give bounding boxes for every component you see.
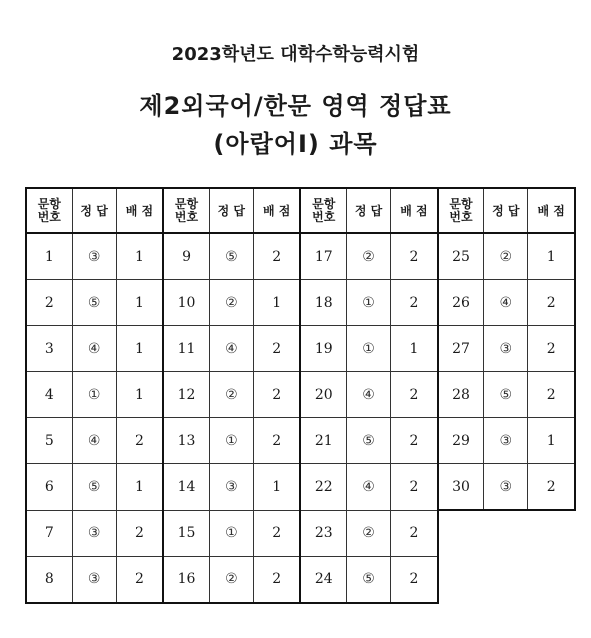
answer-value: ①	[72, 372, 116, 418]
points-value: 2	[253, 233, 300, 280]
question-number: 17	[300, 233, 346, 280]
header-points: 배 점	[116, 188, 163, 233]
points-value: 1	[116, 280, 163, 326]
question-number: 19	[300, 326, 346, 372]
table-row	[26, 464, 575, 511]
header-question-no: 문항 번호	[438, 188, 484, 233]
answer-value: ①	[209, 510, 253, 556]
answer-value: ④	[72, 418, 116, 464]
exam-title: 2023학년도 대학수학능력시험	[171, 44, 420, 65]
points-value: 2	[528, 464, 575, 511]
question-number: 18	[300, 280, 346, 326]
header-question-no: 문항 번호	[300, 188, 346, 233]
header-row	[26, 188, 575, 233]
points-value: 1	[116, 464, 163, 511]
question-number: 16	[163, 556, 209, 603]
question-number: 2	[26, 280, 72, 326]
points-value: 2	[391, 233, 438, 280]
question-number: 20	[300, 372, 346, 418]
empty-cell	[484, 556, 528, 603]
answer-value: ②	[347, 233, 391, 280]
question-number: 5	[26, 418, 72, 464]
section-title: 제2외국어/한문 영역 정답표	[139, 92, 452, 120]
table-row	[26, 326, 575, 372]
empty-cell	[484, 510, 528, 556]
points-value: 2	[391, 556, 438, 603]
points-value: 1	[253, 280, 300, 326]
answer-value: ②	[209, 556, 253, 603]
table-row	[26, 280, 575, 326]
points-value: 2	[528, 280, 575, 326]
points-value: 1	[253, 464, 300, 511]
question-number: 12	[163, 372, 209, 418]
answer-value: ②	[484, 233, 528, 280]
table-row	[26, 233, 575, 280]
question-number: 11	[163, 326, 209, 372]
points-value: 1	[116, 372, 163, 418]
points-value: 1	[116, 326, 163, 372]
answer-value: ③	[209, 464, 253, 511]
header-answer: 정 답	[209, 188, 253, 233]
question-number: 9	[163, 233, 209, 280]
points-value: 1	[528, 418, 575, 464]
answer-value: ④	[72, 326, 116, 372]
points-value: 2	[528, 326, 575, 372]
question-number: 26	[438, 280, 484, 326]
header-question-no: 문항 번호	[26, 188, 72, 233]
question-number: 3	[26, 326, 72, 372]
points-value: 2	[253, 556, 300, 603]
question-number: 15	[163, 510, 209, 556]
answer-value: ④	[484, 280, 528, 326]
answer-value: ③	[72, 556, 116, 603]
answer-value: ④	[347, 372, 391, 418]
question-number: 8	[26, 556, 72, 603]
empty-cell	[438, 556, 484, 603]
points-value: 2	[116, 510, 163, 556]
answer-value: ②	[347, 510, 391, 556]
points-value: 2	[116, 556, 163, 603]
empty-cell	[438, 510, 484, 556]
answer-key-table	[25, 187, 576, 604]
header-question-no: 문항 번호	[163, 188, 209, 233]
header-points: 배 점	[253, 188, 300, 233]
points-value: 1	[528, 233, 575, 280]
question-number: 29	[438, 418, 484, 464]
question-number: 10	[163, 280, 209, 326]
points-value: 2	[528, 372, 575, 418]
answer-value: ③	[484, 418, 528, 464]
question-number: 13	[163, 418, 209, 464]
question-number: 4	[26, 372, 72, 418]
empty-cell	[528, 510, 575, 556]
points-value: 2	[391, 372, 438, 418]
answer-value: ④	[347, 464, 391, 511]
question-number: 21	[300, 418, 346, 464]
question-number: 14	[163, 464, 209, 511]
header-answer: 정 답	[484, 188, 528, 233]
header-points: 배 점	[391, 188, 438, 233]
points-value: 2	[253, 372, 300, 418]
answer-value: ④	[209, 326, 253, 372]
points-value: 2	[253, 418, 300, 464]
answer-value: ②	[209, 372, 253, 418]
answer-value: ⑤	[72, 280, 116, 326]
question-number: 7	[26, 510, 72, 556]
answer-value: ②	[209, 280, 253, 326]
points-value: 2	[391, 418, 438, 464]
points-value: 2	[116, 418, 163, 464]
table-row	[26, 556, 575, 603]
points-value: 2	[391, 464, 438, 511]
question-number: 24	[300, 556, 346, 603]
answer-value: ⑤	[209, 233, 253, 280]
question-number: 6	[26, 464, 72, 511]
header-points: 배 점	[528, 188, 575, 233]
points-value: 1	[116, 233, 163, 280]
table-row	[26, 372, 575, 418]
answer-value: ⑤	[72, 464, 116, 511]
question-number: 22	[300, 464, 346, 511]
header-answer: 정 답	[347, 188, 391, 233]
empty-cell	[528, 556, 575, 603]
question-number: 1	[26, 233, 72, 280]
answer-value: ①	[347, 326, 391, 372]
answer-value: ⑤	[484, 372, 528, 418]
question-number: 25	[438, 233, 484, 280]
answer-value: ⑤	[347, 556, 391, 603]
points-value: 2	[391, 280, 438, 326]
points-value: 2	[253, 510, 300, 556]
table-row	[26, 418, 575, 464]
answer-value: ①	[347, 280, 391, 326]
answer-value: ③	[484, 326, 528, 372]
answer-value: ⑤	[347, 418, 391, 464]
points-value: 2	[253, 326, 300, 372]
subject-title: (아랍어Ⅰ) 과목	[213, 130, 378, 158]
answer-value: ①	[209, 418, 253, 464]
points-value: 2	[391, 510, 438, 556]
header-answer: 정 답	[72, 188, 116, 233]
table-row	[26, 510, 575, 556]
points-value: 1	[391, 326, 438, 372]
answer-value: ③	[72, 233, 116, 280]
question-number: 27	[438, 326, 484, 372]
question-number: 23	[300, 510, 346, 556]
question-number: 28	[438, 372, 484, 418]
answer-value: ③	[72, 510, 116, 556]
answer-value: ③	[484, 464, 528, 511]
question-number: 30	[438, 464, 484, 511]
